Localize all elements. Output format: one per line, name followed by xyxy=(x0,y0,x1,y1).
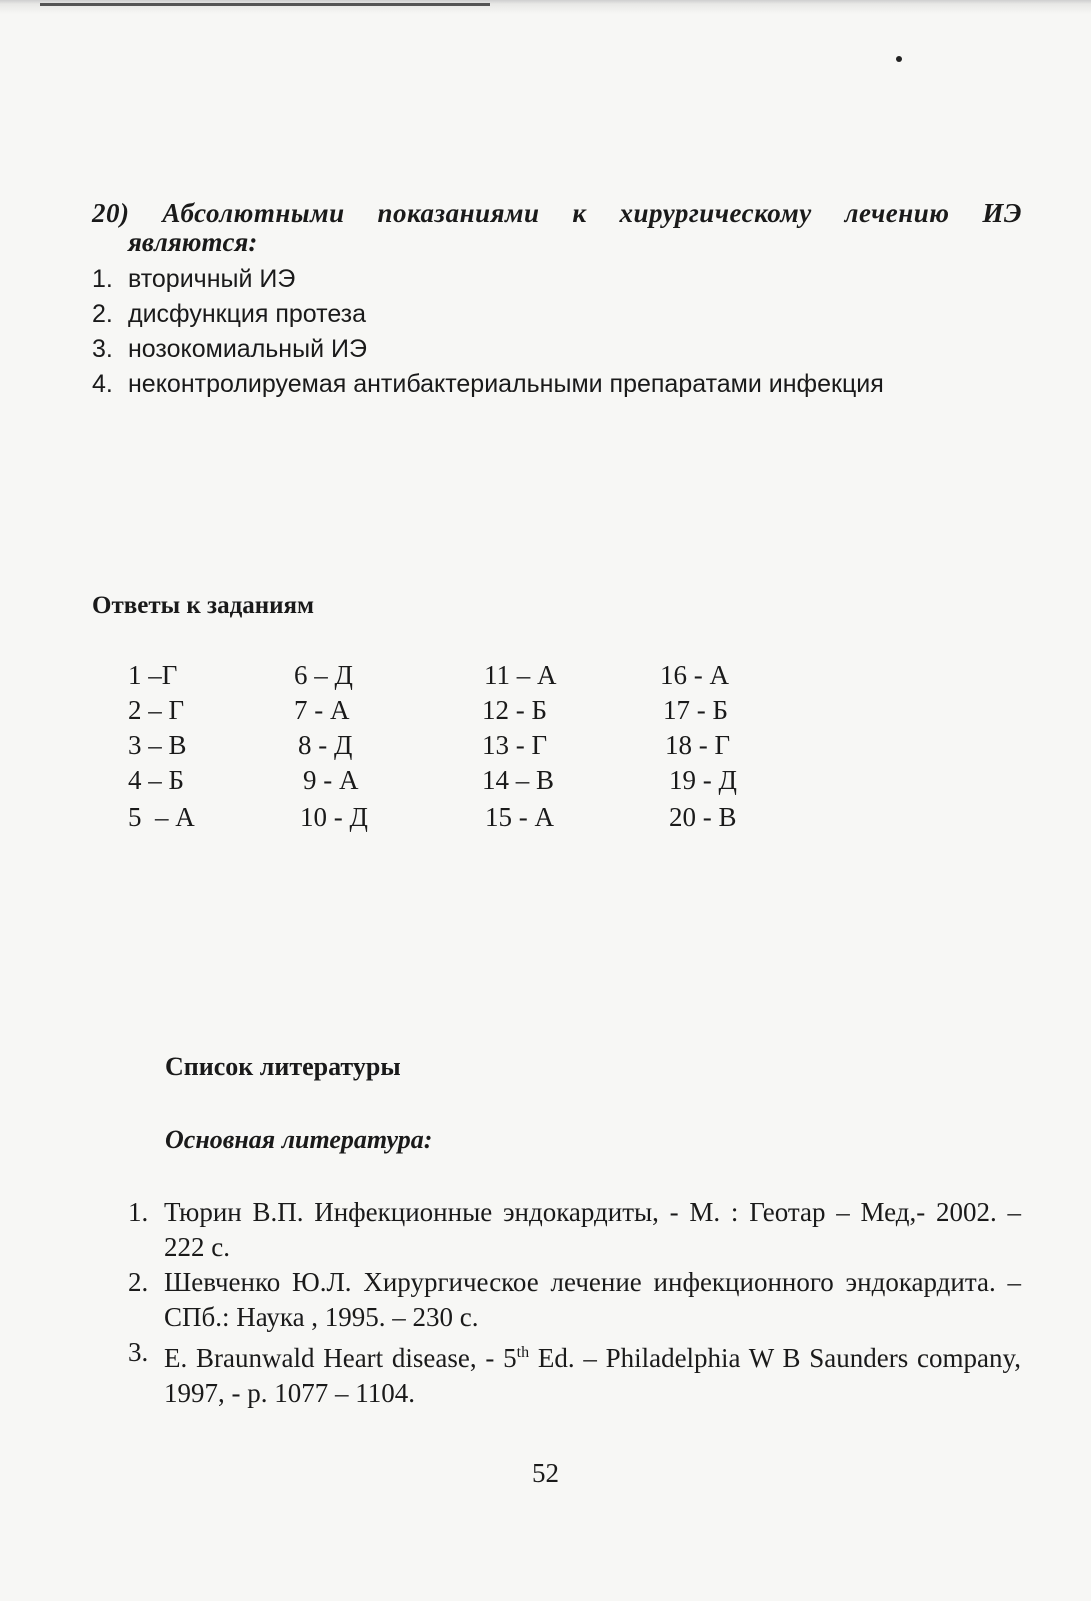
question-title: 20) Абсолютными показаниями к хирургическому лечению ИЭ xyxy=(92,198,1022,228)
reference-number: 3. xyxy=(128,1337,149,1367)
question-20 xyxy=(92,198,1022,402)
answer-key-item: 14 – В xyxy=(482,765,555,795)
option-item xyxy=(92,262,1022,297)
answer-key-item: 8 - Д xyxy=(298,730,353,760)
answer-key-item: 20 - В xyxy=(669,802,737,832)
answer-key-item: 7 - А xyxy=(294,695,350,725)
option-item xyxy=(92,332,1022,367)
answer-key-item: 6 – Д xyxy=(294,660,353,690)
reference-text: Тюрин В.П. Инфекционные эндокардиты, - М. : Геотар – Мед,- 2002. – 222 с. xyxy=(164,1197,1021,1262)
answer-key-item: 12 - Б xyxy=(482,695,547,725)
answer-key-item: 17 - Б xyxy=(663,695,728,725)
answer-key-item: 15 - А xyxy=(485,802,554,832)
page-number: 52 xyxy=(532,1458,559,1488)
option-number: 4. xyxy=(92,370,113,398)
scan-speck xyxy=(896,56,902,62)
reference-number: 1. xyxy=(128,1197,149,1227)
answer-key-item: 13 - Г xyxy=(482,730,548,760)
edition-superscript: th xyxy=(516,1344,530,1361)
option-text: неконтролируемая антибактериальными препаратами инфекция xyxy=(128,370,884,398)
option-number: 3. xyxy=(92,335,113,363)
option-text: нозокомиальный ИЭ xyxy=(128,335,367,363)
reference-list xyxy=(128,1195,1021,1411)
answer-key-item: 1 –Г xyxy=(128,660,178,690)
answer-key-item: 9 - А xyxy=(303,765,359,795)
reference-text-end: Ed. – Philadelphia W B Saunders company, 1997, - p. 1077 – 1104. xyxy=(164,1343,1021,1408)
literature-subheading: Основная литература: xyxy=(165,1125,433,1154)
reference-text-start: E. Braunwald Heart disease, - 5 xyxy=(164,1343,517,1373)
answer-key-item: 4 – Б xyxy=(128,765,185,795)
answer-key-grid xyxy=(128,660,828,840)
answer-key-item: 18 - Г xyxy=(665,730,731,760)
reference-number: 2. xyxy=(128,1267,149,1297)
option-number: 1. xyxy=(92,265,113,293)
reference-text: Шевченко Ю.Л. Хирургическое лечение инфекционного эндокардита. – СПб.: Наука , 1995. – 230 с. xyxy=(164,1267,1021,1332)
answer-key-item: 2 – Г xyxy=(128,695,185,725)
answer-key-item: 3 – В xyxy=(128,730,187,760)
answer-key-item: 11 – А xyxy=(484,660,557,690)
answer-key-item: 10 - Д xyxy=(300,802,368,832)
literature-heading: Список литературы xyxy=(165,1052,401,1081)
reference-item xyxy=(128,1195,1021,1265)
reference-text xyxy=(164,1335,1021,1411)
answer-key-item: 5 – А xyxy=(128,802,195,832)
option-text: вторичный ИЭ xyxy=(128,265,296,293)
option-item xyxy=(92,297,1022,332)
reference-item xyxy=(128,1335,1021,1411)
option-text: дисфункция протеза xyxy=(128,300,367,328)
answers-heading: Ответы к заданиям xyxy=(92,592,315,619)
answer-key-item: 16 - А xyxy=(660,660,729,690)
option-number: 2. xyxy=(92,300,113,328)
scan-edge-line xyxy=(40,3,490,6)
answer-options xyxy=(92,262,1022,402)
reference-item xyxy=(128,1265,1021,1335)
answer-key-item: 19 - Д xyxy=(669,765,737,795)
option-item xyxy=(92,367,1022,402)
question-title-continued: являются: xyxy=(128,227,258,257)
